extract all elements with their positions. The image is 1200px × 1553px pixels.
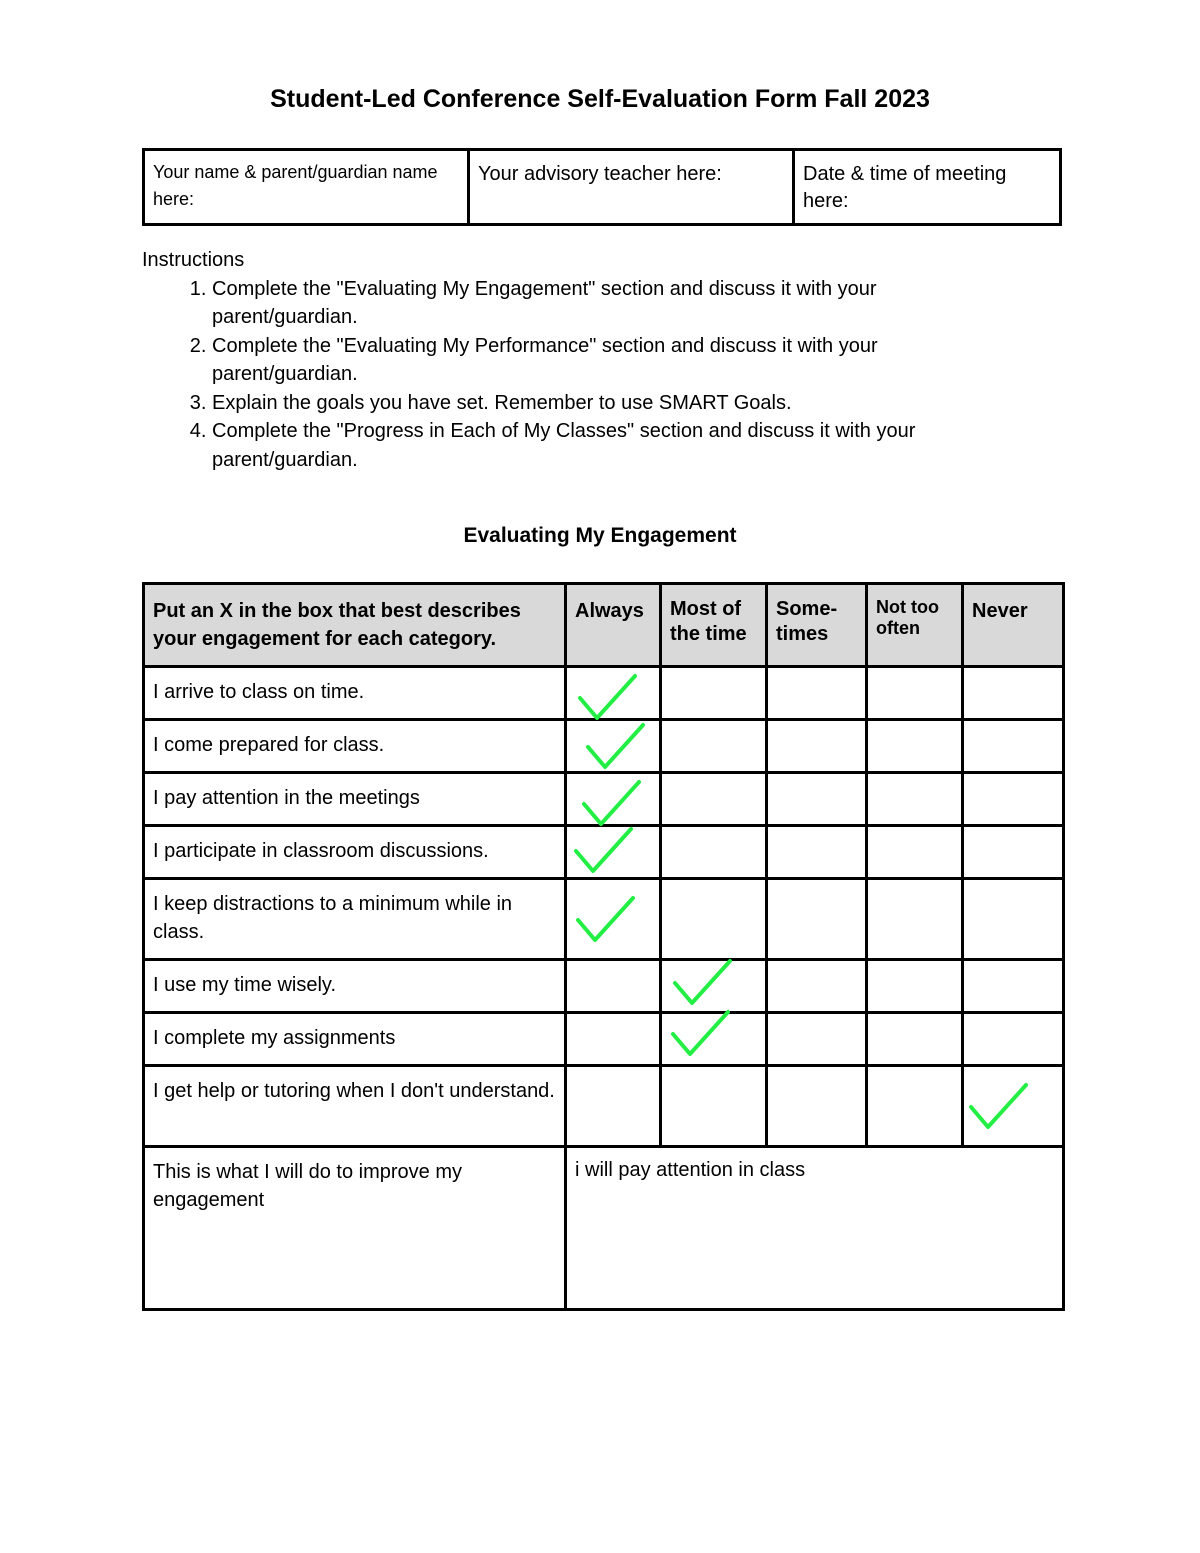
rating-cell[interactable] bbox=[963, 826, 1064, 879]
rating-cell[interactable] bbox=[566, 667, 661, 720]
rating-cell[interactable] bbox=[867, 879, 963, 960]
checkmark-icon bbox=[585, 721, 647, 773]
instruction-item: 4. Complete the "Progress in Each of My Classes" section and discuss it with your parent/guardian. bbox=[212, 417, 1022, 474]
table-row bbox=[144, 879, 1064, 960]
table-row bbox=[144, 667, 1064, 720]
rating-cell[interactable] bbox=[661, 826, 767, 879]
info-table bbox=[142, 148, 1062, 226]
checkmark-icon bbox=[575, 894, 637, 946]
student-name-field[interactable]: Your name & parent/guardian name here: bbox=[144, 150, 469, 225]
rating-cell[interactable] bbox=[566, 1013, 661, 1066]
improvement-row bbox=[144, 1147, 1064, 1310]
rating-cell[interactable] bbox=[566, 960, 661, 1013]
checkmark-icon bbox=[670, 1008, 732, 1060]
column-header-most-of-the-time: Most of the time bbox=[661, 584, 767, 667]
meeting-date-field[interactable]: Date & time of meeting here: bbox=[794, 150, 1061, 225]
rating-cell[interactable] bbox=[867, 1013, 963, 1066]
rating-cell[interactable] bbox=[963, 879, 1064, 960]
rating-cell[interactable] bbox=[566, 1066, 661, 1147]
rating-cell[interactable] bbox=[767, 960, 867, 1013]
improvement-answer-field[interactable]: i will pay attention in class bbox=[566, 1147, 1064, 1310]
rating-cell[interactable] bbox=[767, 667, 867, 720]
table-row bbox=[144, 773, 1064, 826]
table-row bbox=[144, 826, 1064, 879]
instructions bbox=[142, 246, 1022, 474]
header-prompt: Put an X in the box that best describes your engagement for each category. bbox=[144, 584, 566, 667]
table-row bbox=[144, 960, 1064, 1013]
rating-cell[interactable] bbox=[963, 960, 1064, 1013]
advisory-teacher-field[interactable]: Your advisory teacher here: bbox=[469, 150, 794, 225]
rating-cell[interactable] bbox=[767, 773, 867, 826]
table-row bbox=[144, 1013, 1064, 1066]
column-header-never: Never bbox=[963, 584, 1064, 667]
column-header-sometimes: Some-times bbox=[767, 584, 867, 667]
rating-cell[interactable] bbox=[963, 1066, 1064, 1147]
column-header-not-too-often: Not too often bbox=[867, 584, 963, 667]
instructions-heading: Instructions bbox=[142, 249, 245, 271]
rating-cell[interactable] bbox=[767, 1013, 867, 1066]
checkmark-icon bbox=[968, 1081, 1030, 1133]
rating-cell[interactable] bbox=[661, 773, 767, 826]
rating-cell[interactable] bbox=[767, 826, 867, 879]
rating-cell[interactable] bbox=[661, 879, 767, 960]
row-label: I pay attention in the meetings bbox=[144, 773, 566, 826]
rating-cell[interactable] bbox=[661, 667, 767, 720]
checkmark-icon bbox=[672, 957, 734, 1009]
instruction-item: 2. Complete the "Evaluating My Performance" section and discuss it with your parent/guardian. bbox=[212, 332, 1022, 389]
rating-cell[interactable] bbox=[566, 773, 661, 826]
instructions-list bbox=[142, 275, 1022, 475]
rating-cell[interactable] bbox=[661, 720, 767, 773]
row-label: I complete my assignments bbox=[144, 1013, 566, 1066]
checkmark-icon bbox=[573, 825, 635, 877]
rating-cell[interactable] bbox=[767, 720, 867, 773]
rating-cell[interactable] bbox=[661, 1066, 767, 1147]
instruction-item: 3. Explain the goals you have set. Remember to use SMART Goals. bbox=[212, 389, 1022, 418]
rating-cell[interactable] bbox=[963, 667, 1064, 720]
rating-cell[interactable] bbox=[661, 960, 767, 1013]
row-label: I keep distractions to a minimum while in class. bbox=[144, 879, 566, 960]
rating-cell[interactable] bbox=[963, 773, 1064, 826]
table-row bbox=[144, 1066, 1064, 1147]
improvement-label: This is what I will do to improve my engagement bbox=[144, 1147, 566, 1310]
checkmark-icon bbox=[577, 672, 639, 724]
rating-cell[interactable] bbox=[867, 826, 963, 879]
instruction-item: 1. Complete the "Evaluating My Engagement" section and discuss it with your parent/guardian. bbox=[212, 275, 1022, 332]
section-title: Evaluating My Engagement bbox=[463, 524, 737, 547]
rating-cell[interactable] bbox=[566, 879, 661, 960]
rating-cell[interactable] bbox=[963, 1013, 1064, 1066]
rating-cell[interactable] bbox=[867, 960, 963, 1013]
checkmark-icon bbox=[581, 778, 643, 830]
row-label: I participate in classroom discussions. bbox=[144, 826, 566, 879]
row-label: I arrive to class on time. bbox=[144, 667, 566, 720]
rating-cell[interactable] bbox=[867, 773, 963, 826]
row-label: I get help or tutoring when I don't understand. bbox=[144, 1066, 566, 1147]
engagement-table bbox=[142, 582, 1065, 1311]
rating-cell[interactable] bbox=[661, 1013, 767, 1066]
rating-cell[interactable] bbox=[867, 667, 963, 720]
table-row bbox=[144, 720, 1064, 773]
rating-cell[interactable] bbox=[767, 879, 867, 960]
rating-cell[interactable] bbox=[963, 720, 1064, 773]
engagement-header-row bbox=[144, 584, 1064, 667]
column-header-always: Always bbox=[566, 584, 661, 667]
rating-cell[interactable] bbox=[767, 1066, 867, 1147]
rating-cell[interactable] bbox=[867, 1066, 963, 1147]
row-label: I use my time wisely. bbox=[144, 960, 566, 1013]
page-title: Student-Led Conference Self-Evaluation Form Fall 2023 bbox=[270, 85, 930, 113]
rating-cell[interactable] bbox=[867, 720, 963, 773]
row-label: I come prepared for class. bbox=[144, 720, 566, 773]
rating-cell[interactable] bbox=[566, 826, 661, 879]
rating-cell[interactable] bbox=[566, 720, 661, 773]
